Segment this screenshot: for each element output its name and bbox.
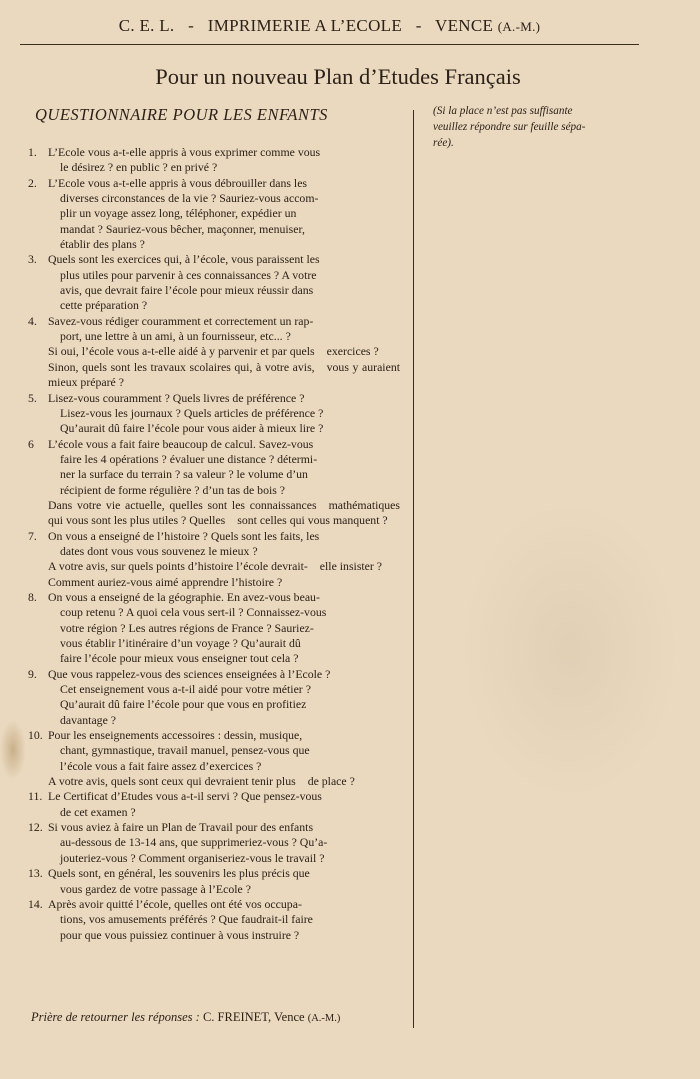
question-item bbox=[28, 667, 400, 728]
question-line: vous y auraient mieux préparé ? bbox=[48, 359, 400, 390]
question-line: chant, gymnastique, travail manuel, pensez-vous que bbox=[60, 743, 310, 758]
question-line: au-dessous de 13-14 ans, que supprimeriez-vous ? Qu’a- bbox=[60, 835, 328, 850]
question-item bbox=[28, 314, 400, 345]
question-line: port, une lettre à un ami, à un fournisseur, etc... ? bbox=[60, 329, 291, 344]
return-prefix: Prière de retourner les réponses : bbox=[31, 1010, 200, 1024]
question-line: exercices ? bbox=[326, 344, 379, 359]
question-number: 7. bbox=[28, 528, 37, 543]
return-instruction bbox=[31, 1010, 411, 1025]
question-subitem bbox=[28, 559, 400, 574]
question-line: mandat ? Sauriez-vous bêcher, maçonner, menuiser, bbox=[60, 221, 305, 236]
question-line: elle insister ? bbox=[319, 559, 383, 574]
question-line: L’école vous a fait faire beaucoup de calcul. Savez-vous bbox=[48, 436, 314, 451]
question-line: Si vous aviez à faire un Plan de Travail pour des enfants bbox=[48, 820, 314, 835]
question-number: 9. bbox=[28, 666, 37, 681]
question-line: L’Ecole vous a-t-elle appris à vous exprimer comme vous bbox=[48, 145, 321, 159]
question-subitem bbox=[28, 498, 400, 529]
question-line: Savez-vous rédiger couramment et correctement un rap- bbox=[48, 313, 314, 328]
header-department: (A.-M.) bbox=[497, 19, 541, 34]
question-item bbox=[28, 437, 400, 498]
header-city: VENCE bbox=[435, 16, 494, 35]
question-line: vous établir l’itinéraire d’un voyage ? Qu’aurait dû bbox=[60, 636, 301, 650]
paper-stain bbox=[460, 500, 680, 800]
org-name: IMPRIMERIE A L’ECOLE bbox=[207, 16, 403, 35]
question-line: coup retenu ? A quoi cela vous sert-il ? Connaissez-vous bbox=[60, 605, 327, 620]
question-number: 12. bbox=[28, 820, 43, 835]
question-subitem bbox=[28, 360, 400, 391]
question-number: 3. bbox=[28, 252, 37, 267]
question-line: Dans votre vie actuelle, quelles sont les connaissances bbox=[48, 497, 317, 512]
return-name: C. FREINET, Vence bbox=[202, 1010, 305, 1024]
question-number: 1. bbox=[28, 145, 37, 159]
question-line: dates dont vous vous souvenez le mieux ? bbox=[60, 543, 258, 558]
question-number: 14. bbox=[28, 896, 43, 911]
page-header bbox=[20, 16, 639, 45]
questionnaire-subtitle: QUESTIONNAIRE POUR LES ENFANTS bbox=[35, 105, 328, 124]
question-list bbox=[28, 145, 400, 943]
question-line: de cet examen ? bbox=[60, 804, 136, 819]
question-line: avis, que devrait faire l’école pour mieux réussir dans bbox=[60, 283, 314, 298]
question-number: 6 bbox=[28, 436, 34, 451]
question-number: 11. bbox=[28, 789, 43, 804]
question-line: A votre avis, quels sont ceux qui devraient tenir plus bbox=[48, 774, 296, 789]
question-line: On vous a enseigné de l’histoire ? Quels sont les faits, les bbox=[48, 528, 320, 543]
question-line: plir un voyage assez long, téléphoner, expédier un bbox=[60, 206, 297, 221]
question-line: faire l’école pour mieux vous enseigner tout cela ? bbox=[60, 651, 299, 666]
question-line: tions, vos amusements préférés ? Que faudrait-il faire bbox=[60, 912, 313, 927]
question-item bbox=[28, 529, 400, 560]
header-separator: - bbox=[188, 16, 195, 35]
question-line: Cet enseignement vous a-t-il aidé pour votre métier ? bbox=[60, 682, 311, 697]
question-line: Qu’aurait dû faire l’école pour que vous en profitiez bbox=[60, 697, 307, 712]
question-line: davantage ? bbox=[60, 712, 117, 727]
question-line: le désirez ? en public ? en privé ? bbox=[60, 160, 218, 175]
question-item bbox=[28, 789, 400, 820]
question-line: Que vous rappelez-vous des sciences enseignées à l’Ecole ? bbox=[48, 666, 331, 681]
question-item bbox=[28, 145, 400, 176]
question-line: Lisez-vous les journaux ? Quels articles de préférence ? bbox=[60, 405, 324, 420]
question-line: de place ? bbox=[307, 774, 355, 789]
paper-stain bbox=[0, 720, 26, 780]
question-line: A votre avis, sur quels points d’histoire l’école devrait- bbox=[48, 559, 308, 574]
question-line: votre région ? Les autres régions de France ? Sauriez- bbox=[60, 620, 314, 635]
question-item bbox=[28, 820, 400, 866]
header-separator: - bbox=[415, 16, 422, 35]
question-line: mathématiques qui vous sont les plus utiles ? Quelles bbox=[48, 497, 400, 528]
question-line: ner la surface du terrain ? sa valeur ? le volume d’un bbox=[60, 467, 308, 482]
question-line: jouteriez-vous ? Comment organiseriez-vous le travail ? bbox=[60, 850, 325, 865]
column-divider bbox=[413, 110, 414, 1028]
question-line: Comment auriez-vous aimé apprendre l’histoire ? bbox=[48, 574, 283, 589]
question-line: Le Certificat d’Etudes vous a-t-il servi ? Que pensez-vous bbox=[48, 789, 322, 804]
question-number: 2. bbox=[28, 175, 37, 190]
question-item bbox=[28, 176, 400, 253]
question-line: sont celles qui vous manquent ? bbox=[237, 513, 388, 528]
question-number: 13. bbox=[28, 866, 43, 881]
question-line: On vous a enseigné de la géographie. En avez-vous beau- bbox=[48, 589, 320, 604]
return-department: (A.-M.) bbox=[307, 1013, 341, 1024]
question-line: l’école vous a fait faire assez d’exercices ? bbox=[60, 758, 262, 773]
question-number: 8. bbox=[28, 589, 37, 604]
question-line: vous gardez de votre passage à l’Ecole ? bbox=[60, 881, 251, 896]
question-number: 4. bbox=[28, 313, 37, 328]
question-subitem bbox=[28, 575, 400, 590]
side-note-line: rée). bbox=[433, 137, 454, 149]
question-line: Sinon, quels sont les travaux scolaires qui, à votre avis, bbox=[48, 359, 315, 374]
question-line: plus utiles pour parvenir à ces connaissances ? A votre bbox=[60, 267, 317, 282]
side-note-line: veuillez répondre sur feuille sépa- bbox=[433, 121, 586, 133]
question-item bbox=[28, 866, 400, 897]
side-note bbox=[433, 103, 643, 151]
org-initials: C. E. L. bbox=[118, 16, 175, 35]
question-line: Qu’aurait dû faire l’école pour vous aider à mieux lire ? bbox=[60, 421, 324, 436]
side-note-line: (Si la place n’est pas suffisante bbox=[433, 105, 573, 117]
question-item bbox=[28, 728, 400, 774]
question-line: diverses circonstances de la vie ? Sauriez-vous accom- bbox=[60, 191, 319, 206]
question-item bbox=[28, 897, 400, 943]
question-subitem bbox=[28, 344, 400, 359]
question-line: Si oui, l’école vous a-t-elle aidé à y parvenir et par quels bbox=[48, 344, 315, 359]
page-title: Pour un nouveau Plan d’Etudes Français bbox=[155, 64, 521, 89]
question-line: L’Ecole vous a-t-elle appris à vous débrouiller dans les bbox=[48, 175, 308, 190]
question-line: Lisez-vous couramment ? Quels livres de préférence ? bbox=[48, 390, 305, 405]
question-line: cette préparation ? bbox=[60, 298, 148, 313]
question-number: 10. bbox=[28, 728, 43, 743]
question-line: Après avoir quitté l’école, quelles ont été vos occupa- bbox=[48, 896, 302, 911]
question-line: Quels sont les exercices qui, à l’école, vous paraissent les bbox=[48, 252, 320, 267]
question-line: récipient de forme régulière ? d’un tas de bois ? bbox=[60, 482, 286, 497]
question-line: faire les 4 opérations ? évaluer une distance ? détermi- bbox=[60, 451, 318, 466]
question-subitem bbox=[28, 774, 400, 789]
question-line: Pour les enseignements accessoires : dessin, musique, bbox=[48, 728, 303, 743]
question-line: pour que vous puissiez continuer à vous instruire ? bbox=[60, 927, 300, 942]
question-item bbox=[28, 590, 400, 667]
question-number: 5. bbox=[28, 390, 37, 405]
question-item bbox=[28, 391, 400, 437]
question-line: établir des plans ? bbox=[60, 237, 145, 252]
question-line: Quels sont, en général, les souvenirs les plus précis que bbox=[48, 866, 310, 881]
question-item bbox=[28, 252, 400, 313]
